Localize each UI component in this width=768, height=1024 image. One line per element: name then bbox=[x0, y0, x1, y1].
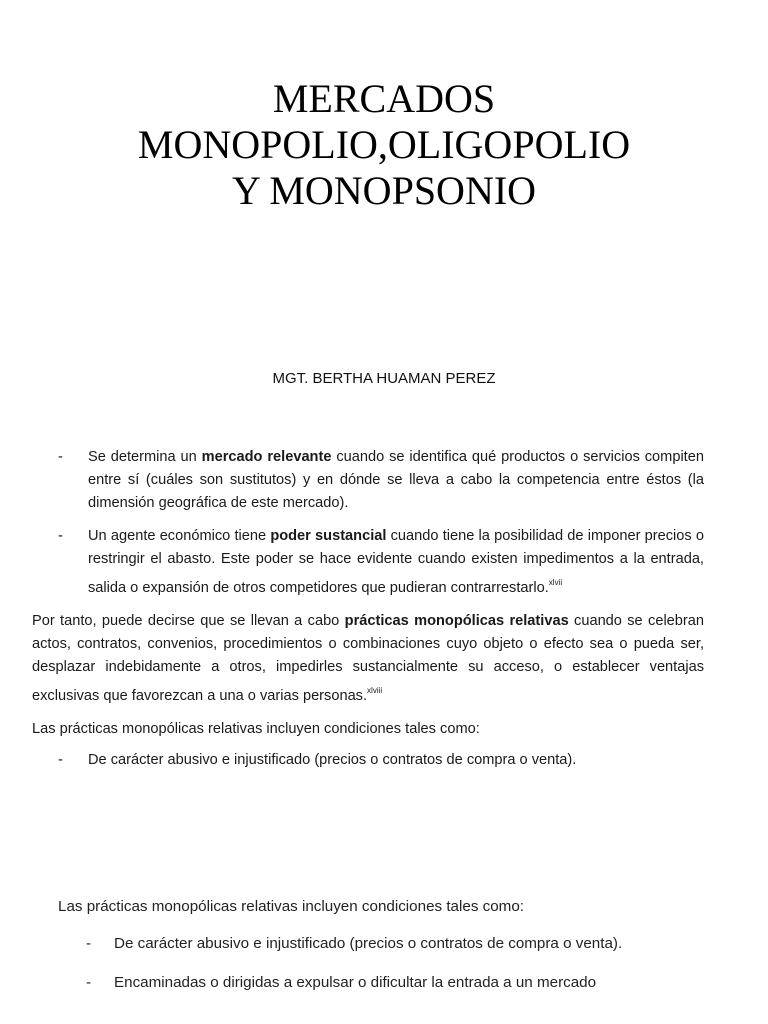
bullet-dash: - bbox=[58, 752, 63, 768]
document-title bbox=[0, 76, 768, 214]
footnote-marker: xlvii bbox=[548, 578, 563, 587]
excerpt-block-2 bbox=[58, 893, 710, 1008]
paragraph-text: Por tanto, puede decirse que se llevan a cabo bbox=[32, 613, 345, 629]
excerpt-block-1 bbox=[32, 446, 704, 782]
conditions-intro: Las prácticas monopólicas relativas incluyen condiciones tales como: bbox=[32, 721, 480, 737]
footnote-marker: xlviii bbox=[367, 686, 383, 695]
bullet-text: cuando se identifica qué productos o servicios compiten entre sí (cuáles son sustitutos) y en dónde se lleva a cabo la competencia entre éstos (la dimensión geográfica de este mercado). bbox=[88, 449, 704, 511]
bullet-text: De carácter abusivo e injustificado (precios o contratos de compra o venta). bbox=[88, 752, 577, 768]
bullet-abusive-character bbox=[32, 749, 704, 772]
bold-term: prácticas monopólicas relativas bbox=[344, 613, 569, 629]
bullet-abusive-character bbox=[58, 930, 710, 957]
bullet-dash: - bbox=[86, 935, 92, 952]
author-name: MGT. BERTHA HUAMAN PEREZ bbox=[272, 370, 496, 387]
bullet-text: De carácter abusivo e injustificado (precios o contratos de compra o venta). bbox=[114, 935, 623, 952]
title-line-1: MERCADOS bbox=[272, 76, 496, 121]
bullet-text: Se determina un bbox=[88, 449, 202, 465]
bullet-text: Un agente económico tiene bbox=[88, 528, 271, 544]
conditions-intro: Las prácticas monopólicas relativas incluyen condiciones tales como: bbox=[58, 898, 524, 915]
paragraph-text: cuando se celebran actos, contratos, convenios, procedimientos o combinaciones cuyo objeto o efecto sea o pueda ser, desplazar indebidamente a otros, impedirles sustancialmente su acceso, o establecer ventajas exclusivas que favorezcan a una o varias personas. bbox=[32, 613, 705, 704]
bold-term: poder sustancial bbox=[270, 528, 387, 544]
bullet-text: Encaminadas o dirigidas a expulsar o dificultar la entrada a un mercado bbox=[114, 974, 597, 991]
title-line-2: MONOPOLIO,OLIGOPOLIO bbox=[137, 122, 631, 167]
bullet-relevant-market bbox=[32, 446, 704, 515]
bullet-substantial-power bbox=[32, 525, 704, 600]
bullet-dash: - bbox=[58, 528, 63, 544]
bullet-dash: - bbox=[58, 449, 63, 465]
bullet-dash: - bbox=[86, 974, 92, 991]
title-line-3: Y MONOPSONIO bbox=[231, 168, 537, 213]
bold-term: mercado relevante bbox=[201, 449, 332, 465]
bullet-market-exclusion bbox=[58, 969, 710, 996]
bullet-text: cuando tiene la posibilidad de imponer precios o restringir el abasto. Este poder se hace evidente cuando existen impedimentos a la entrada, salida o expansión de otros competidores que pudieran contrarrestarlo. bbox=[88, 528, 704, 596]
paragraph-relative-practices bbox=[32, 610, 704, 708]
